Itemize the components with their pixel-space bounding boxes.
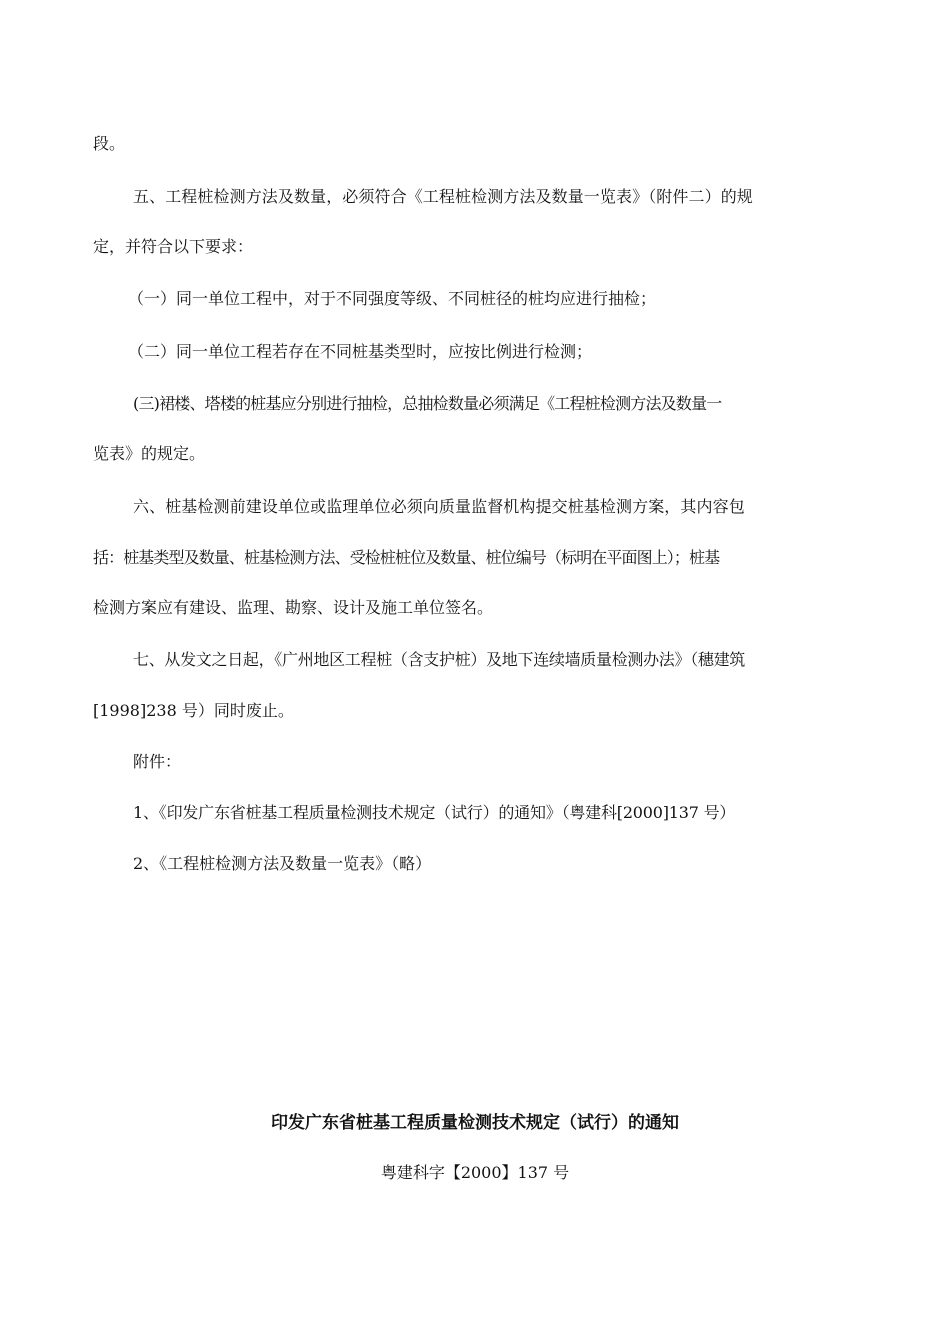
clause-5-line-2: 定，并符合以下要求： xyxy=(93,237,254,256)
clause-5-item-3-line-1: (三)裙楼、塔楼的桩基应分别进行抽检，总抽检数量必须满足《工程桩检测方法及数量一 xyxy=(133,394,722,413)
attachment-doc-title: 印发广东省桩基工程质量检测技术规定（试行）的通知 xyxy=(271,1113,679,1133)
clause-6-line-1: 六、桩基检测前建设单位或监理单位必须向质量监督机构提交桩基检测方案，其内容包 xyxy=(133,497,745,516)
clause-6-line-3: 检测方案应有建设、监理、勘察、设计及施工单位签名。 xyxy=(93,598,494,617)
attachments-label: 附件： xyxy=(133,752,182,771)
attachment-item-2: 2、《工程桩检测方法及数量一览表》（略） xyxy=(133,854,432,873)
clause-5-item-1: （一）同一单位工程中，对于不同强度等级、不同桩径的桩均应进行抽检； xyxy=(128,289,657,308)
clause-7-line-2: [1998]238 号）同时废止。 xyxy=(93,701,294,720)
clause-5-line-1: 五、工程桩检测方法及数量，必须符合《工程桩检测方法及数量一览表》（附件二）的规 xyxy=(133,187,753,206)
clause-5-item-3-line-2: 览表》的规定。 xyxy=(93,444,206,463)
text-line-continuation: 段。 xyxy=(93,134,126,153)
attachment-doc-number: 粤建科字【2000】137 号 xyxy=(380,1163,570,1182)
clause-6-line-2: 括：桩基类型及数量、桩基检测方法、受检桩桩位及数量、桩位编号（标明在平面图上）；桩基 xyxy=(93,548,720,567)
clause-7-line-1: 七、从发文之日起，《广州地区工程桩（含支护桩）及地下连续墙质量检测办法》（穗建筑 xyxy=(133,650,746,669)
clause-5-item-2: （二）同一单位工程若存在不同桩基类型时，应按比例进行检测； xyxy=(128,342,593,361)
attachment-item-1: 1、《印发广东省桩基工程质量检测技术规定（试行）的通知》（粤建科[2000]137 号） xyxy=(133,803,736,822)
